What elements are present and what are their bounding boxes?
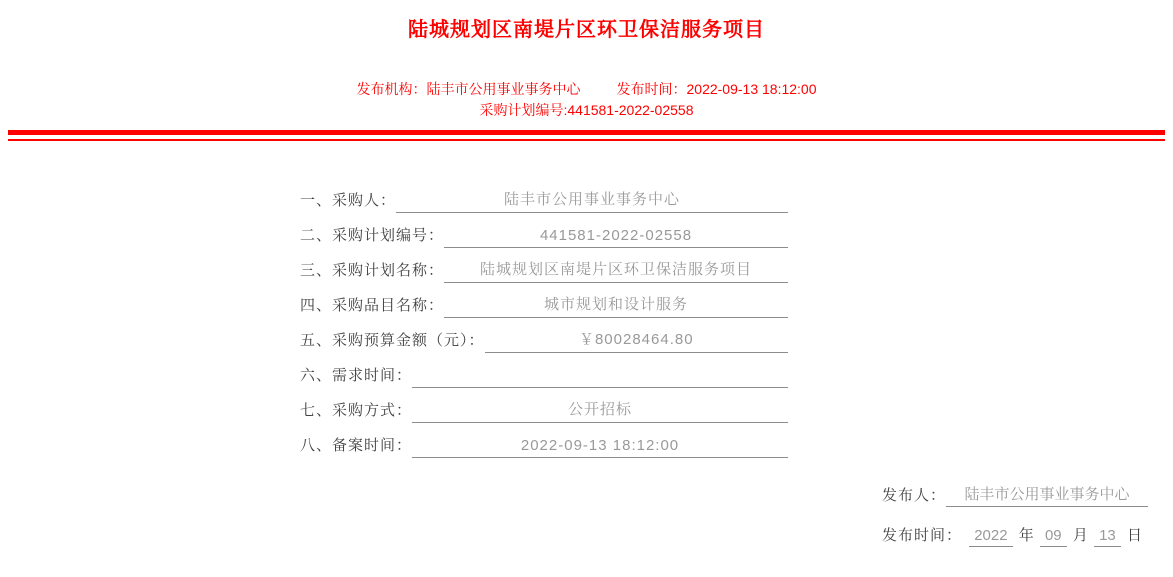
publish-date-row — [882, 524, 1148, 547]
form-value-underline: 公开招标 — [412, 398, 788, 423]
publisher-value-underline: 陆丰市公用事业事务中心 — [946, 483, 1148, 507]
form-value-underline: ￥80028464.80 — [485, 328, 788, 353]
form-value-underline — [412, 367, 788, 388]
publish-date-label: 发布时间： — [882, 527, 963, 544]
form-row-plan-number — [300, 213, 788, 248]
publish-date-day-underline: 13 — [1094, 527, 1121, 547]
form-label: 六、需求时间： — [300, 367, 413, 384]
year-unit-label: 年 — [1018, 527, 1034, 544]
form-value-underline: 陆丰市公用事业事务中心 — [396, 188, 788, 213]
form-value-underline: 2022-09-13 18:12:00 — [412, 437, 788, 458]
form-row-item-name — [300, 283, 788, 318]
form-label: 七、采购方式： — [300, 402, 413, 419]
publish-time-segment — [617, 81, 817, 97]
form-row-record-time — [300, 423, 788, 458]
publish-agency-label: 发布机构： — [356, 81, 427, 97]
publish-agency-value: 陆丰市公用事业事务中心 — [426, 81, 581, 97]
form-label: 八、备案时间： — [300, 437, 413, 454]
form-label: 四、采购品目名称： — [300, 297, 445, 314]
publish-time-label: 发布时间： — [616, 81, 687, 97]
plan-number-label: 采购计划编号: — [479, 102, 568, 118]
form-row-purchaser — [300, 178, 788, 213]
plan-details-form — [300, 178, 788, 458]
publisher-row — [882, 483, 1148, 507]
month-unit-label: 月 — [1072, 527, 1088, 544]
divider-thick-line — [8, 130, 1165, 135]
form-row-budget — [300, 318, 788, 353]
form-label: 三、采购计划名称： — [300, 262, 445, 279]
form-label: 一、采购人： — [300, 192, 397, 209]
day-unit-label: 日 — [1126, 527, 1142, 544]
form-row-method — [300, 388, 788, 423]
publish-agency-segment — [357, 81, 581, 97]
publish-info-line — [0, 79, 1173, 100]
plan-number-line — [0, 100, 1173, 121]
page-title: 陆城规划区南堤片区环卫保洁服务项目 — [408, 19, 765, 41]
publish-date-year-underline: 2022 — [969, 527, 1013, 547]
form-value-underline: 441581-2022-02558 — [444, 227, 788, 248]
form-label: 二、采购计划编号： — [300, 227, 445, 244]
divider-thin-line — [8, 139, 1165, 141]
publisher-block — [882, 483, 1148, 547]
form-row-plan-name — [300, 248, 788, 283]
form-row-demand-time — [300, 353, 788, 388]
form-value-underline: 城市规划和设计服务 — [444, 293, 788, 318]
plan-number-value: 441581-2022-02558 — [567, 102, 694, 118]
publisher-label: 发布人： — [882, 487, 947, 504]
form-label: 五、采购预算金额（元）： — [300, 332, 485, 349]
publish-date-month-underline: 09 — [1040, 527, 1067, 547]
publish-time-value: 2022-09-13 18:12:00 — [686, 81, 817, 97]
form-value-underline: 陆城规划区南堤片区环卫保洁服务项目 — [444, 258, 788, 283]
red-divider — [8, 130, 1165, 141]
